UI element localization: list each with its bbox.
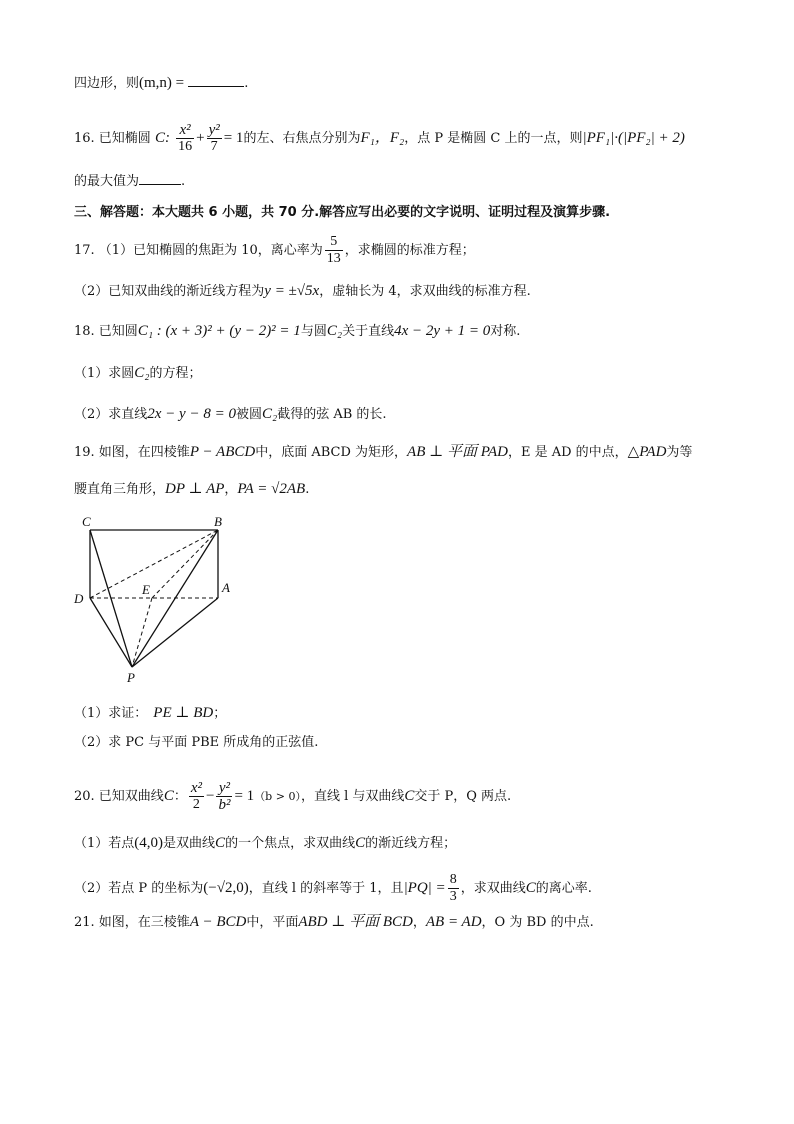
q19-text3: ，E 是 AD 的中点， [507, 445, 628, 460]
q20-part1 [74, 833, 456, 854]
q16-frac-y-den: 7 [210, 139, 218, 154]
q16-line1 [74, 122, 685, 155]
q19-pyramid-figure [70, 512, 240, 687]
q16-text2: ，点 P 是椭圆 C 上的一点，则 [404, 131, 583, 146]
q20-frac-y-den: b² [218, 797, 231, 813]
edge-DB [90, 530, 218, 598]
q15-answer-blank[interactable] [188, 86, 244, 87]
q18-text4: 对称. [490, 324, 521, 339]
q17-frac [325, 234, 343, 267]
q20-condition: （b > 0） [254, 790, 301, 803]
q21-eq: AB = AD [425, 914, 482, 930]
q16-number: 16. 已知椭圆 [74, 131, 151, 146]
q16-eq: = 1 [223, 130, 244, 146]
q20-text2: ，直线 l 与双曲线 [300, 789, 405, 804]
q20-frac-pq [448, 872, 459, 905]
q20-frac-x-num: x² [190, 780, 202, 796]
q16-expr: |PF₁|·(|PF₂| + 2) [582, 130, 685, 146]
q20-stem [74, 780, 511, 813]
q20-p2-c: C [525, 880, 536, 896]
q16-frac-y [207, 122, 222, 155]
q17-frac-den: 13 [326, 251, 341, 266]
edge-AP [132, 598, 218, 667]
q19-pa-eq: PA = √2AB [237, 481, 306, 497]
q20-p1-text2: 是双曲线 [163, 836, 216, 851]
q18-p2-text: （2）求直线 [74, 407, 148, 422]
q19-p1-expr: PE ⊥ BD [153, 705, 214, 721]
q19-text2: 中，底面 ABCD 为矩形， [255, 445, 408, 460]
q19-perp: AB ⊥ 平面 PAD [407, 444, 508, 460]
q20-frac-pq-num: 8 [449, 872, 457, 887]
q20-text1: 20. 已知双曲线 [74, 789, 164, 804]
q18-p2-text2: 被圆 [235, 407, 262, 422]
q16-ellipse-label: C: [154, 130, 170, 146]
q20-p2-point: (−√2,0) [203, 880, 249, 896]
q20-minus: − [206, 788, 215, 804]
q20-frac-x [189, 780, 204, 813]
q16-frac-x-num: x² [176, 122, 194, 139]
q16-text3: 的最大值为 [74, 174, 140, 189]
label-A: A [222, 580, 230, 595]
q19-dp-perp: DP ⊥ AP [165, 481, 225, 497]
q19-part1 [74, 703, 226, 724]
q16-frac-x-den: 16 [178, 139, 193, 154]
q20-frac-pq-den: 3 [449, 889, 457, 904]
q19-text1: 19. 如图，在四棱锥 [74, 445, 190, 460]
q18-line-eq: 4x − 2y + 1 = 0 [394, 323, 491, 339]
q16-answer-blank[interactable] [139, 184, 181, 185]
q15-tail [74, 73, 248, 94]
q21-perp: ABD ⊥ 平面 BCD [298, 914, 413, 930]
q19-stem-line2 [74, 479, 309, 500]
q20-c: C [163, 788, 174, 804]
label-P: P [127, 670, 135, 685]
q17-p2-expr: y = ±√5x [264, 283, 320, 299]
q16-foci: F₁，F₂ [360, 130, 405, 146]
q20-p2-text4: 的离心率. [535, 881, 592, 896]
q18-p2-text3: 截得的弦 AB 的长. [277, 407, 387, 422]
q16-period: . [181, 174, 186, 189]
q20-frac-y [216, 780, 232, 813]
q20-p1-text4: 的渐近线方程； [365, 836, 457, 851]
q21-stem [74, 912, 594, 933]
q20-frac-y-num: y² [216, 780, 232, 797]
q18-stem [74, 321, 520, 342]
q20-p2-text3: ，求双曲线 [460, 881, 526, 896]
q19-text5: 腰直角三角形， [74, 482, 166, 497]
q21-comma: ， [412, 915, 426, 930]
q19-stem-line1 [74, 442, 692, 463]
label-D: D [74, 591, 84, 606]
q17-p1-text: 17. （1）已知椭圆的焦距为 10，离心率为 [74, 243, 323, 258]
q19-p1-text: （1）求证： [74, 706, 148, 721]
q21-text2: 中，平面 [246, 915, 299, 930]
q15-text: 四边形，则 [74, 76, 140, 91]
q15-expr: (m,n) = [139, 75, 185, 91]
q17-p1-text2: ，求椭圆的标准方程； [344, 243, 475, 258]
q20-p1-c: C [215, 835, 226, 851]
q18-part2 [74, 404, 387, 425]
q16-frac-x [176, 122, 194, 155]
q19-comma: ， [224, 482, 238, 497]
q20-p2-text1: （2）若点 P 的坐标为 [74, 881, 204, 896]
label-B: B [214, 514, 222, 529]
q20-p2-text2: ，直线 l 的斜率等于 1，且 [248, 881, 404, 896]
q17-part1 [74, 234, 475, 267]
q18-p2-c2: C₂ [261, 406, 278, 422]
q18-p2-line: 2x − y − 8 = 0 [147, 406, 236, 422]
q19-dot: . [305, 482, 310, 497]
q20-part2 [74, 872, 592, 905]
q20-p1-text3: 的一个焦点，求双曲线 [225, 836, 356, 851]
edge-EP [132, 598, 152, 667]
edge-DP [90, 598, 132, 667]
q20-text3: 交于 P，Q 两点. [414, 789, 512, 804]
q19-text4: 为等 [666, 445, 693, 460]
q16-text1: 的左、右焦点分别为 [243, 131, 361, 146]
section-3-heading: 三、解答题：本大题共 6 小题，共 70 分.解答应写出必要的文字说明、证明过程及演算步骤. [74, 205, 611, 220]
q15-period: . [244, 76, 249, 91]
q18-part1 [74, 363, 202, 384]
q19-part2: （2）求 PC 与平面 PBE 所成角的正弦值. [74, 735, 319, 750]
q16-frac-y-num: y² [208, 122, 220, 138]
label-E: E [142, 582, 150, 597]
q18-p1-c2: C₂ [134, 365, 150, 381]
edge-EB [152, 530, 218, 598]
q16-plus: + [196, 130, 205, 146]
q18-text2: 与圆 [300, 324, 327, 339]
q19-pyramid: P − ABCD [189, 444, 256, 460]
q20-eq: = 1 [234, 788, 255, 804]
q18-p1-text: （1）求圆 [74, 366, 135, 381]
q18-circle2: C₂ [326, 323, 343, 339]
q17-part2 [74, 281, 531, 302]
q18-circle1: C₁ : (x + 3)² + (y − 2)² = 1 [137, 323, 301, 339]
q20-p1-point: (4,0) [134, 835, 164, 851]
q21-text3: ，O 为 BD 的中点. [481, 915, 594, 930]
q20-colon: ： [173, 789, 187, 804]
q21-text1: 21. 如图，在三棱锥 [74, 915, 190, 930]
q19-triangle: △PAD [627, 444, 667, 460]
q20-p2-pq: |PQ| = [403, 880, 446, 896]
q20-p1-text1: （1）若点 [74, 836, 135, 851]
q17-frac-num: 5 [325, 234, 343, 251]
q20-p1-c2: C [355, 835, 366, 851]
q20-frac-x-den: 2 [192, 797, 200, 812]
q20-c2: C [404, 788, 415, 804]
q16-line2 [74, 172, 185, 192]
q17-p2-text2: ，虚轴长为 4，求双曲线的标准方程. [319, 284, 531, 299]
q18-text3: 关于直线 [342, 324, 395, 339]
q19-p1-end: ； [213, 706, 227, 721]
q18-p1-end: 的方程； [149, 366, 202, 381]
q17-p2-text: （2）已知双曲线的渐近线方程为 [74, 284, 265, 299]
label-C: C [82, 514, 91, 529]
q18-text1: 18. 已知圆 [74, 324, 138, 339]
q21-pyramid: A − BCD [189, 914, 247, 930]
